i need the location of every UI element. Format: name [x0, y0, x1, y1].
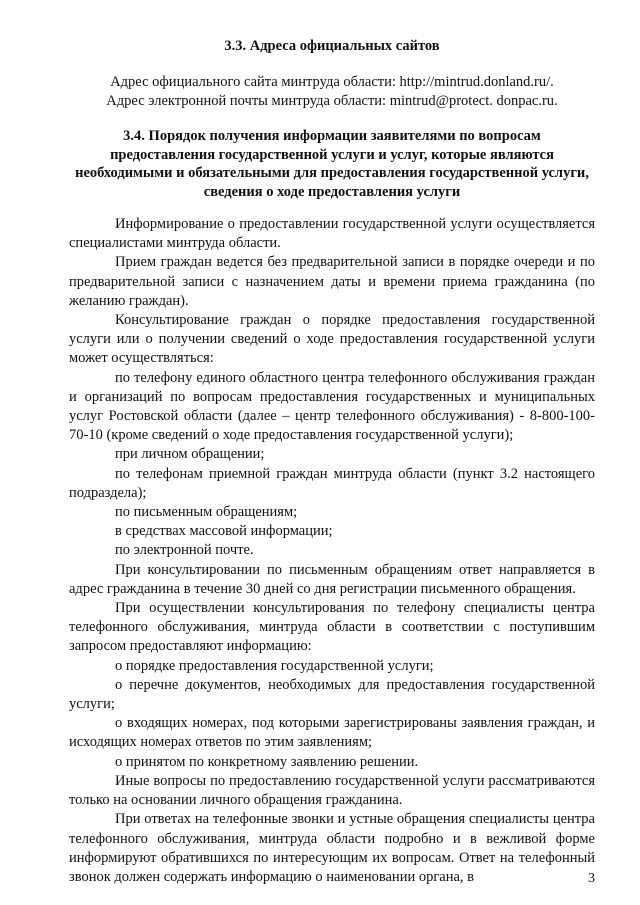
paragraph: При консультировании по письменным обращениям ответ направляется в адрес гражданина в течение 30 дней со дня регистрации письменного обращения. — [69, 561, 595, 597]
paragraph: Информирование о предоставлении государственной услуги осуществляется специалистами минтруда области. — [69, 216, 595, 252]
addresses-block — [69, 73, 595, 111]
section-heading-3-3: 3.3. Адреса официальных сайтов — [224, 38, 440, 54]
paragraph: по письменным обращениям; — [115, 504, 298, 521]
paragraph: Иные вопросы по предоставлению государственной услуги рассматриваются только на основании личного обращения гражданина. — [69, 772, 595, 809]
paragraph: по телефону единого областного центра телефонного обслуживания граждан и организаций по вопросам предоставления государственных и муниципальных услуг Ростовской области (далее – центр телефонного обслуживания) - 8-800-100-70-10 (кроме сведений о ходе предоставления государственной услуги); — [69, 369, 595, 444]
site-address: Адрес официального сайта минтруда области: http://mintrud.donland.ru/. — [110, 74, 554, 90]
paragraph: При ответах на телефонные звонки и устные обращения специалисты центра телефонного обслуживания, минтруда области подробно и в вежливой форме информируют обратившихся по интересующим их вопросам. Ответ на телефонный звонок должен содержать информацию о наименовании органа, в — [69, 811, 595, 885]
paragraph: о порядке предоставления государственной услуги; — [115, 657, 434, 674]
paragraph: о входящих номерах, под которыми зарегистрированы заявления граждан, и исходящих номерах ответов по этим заявлениям; — [69, 715, 595, 751]
page-content — [69, 38, 595, 887]
page-number: 3 — [588, 871, 595, 886]
paragraph: о перечне документов, необходимых для предоставления государственной услуги; — [69, 676, 595, 713]
section-heading-3-4: 3.4. Порядок получения информации заявителями по вопросам предоставления государственной услуги и услуг, которые являются необходимыми и обязательными для предоставления государственной услуги, сведения о ходе предоставления услуги — [75, 128, 589, 200]
paragraph: при личном обращении; — [115, 446, 265, 463]
paragraph: в средствах массовой информации; — [115, 523, 333, 540]
paragraph: о принятом по конкретному заявлению решении. — [115, 753, 419, 770]
paragraph: по электронной почте. — [115, 542, 254, 559]
paragraph: При осуществлении консультирования по телефону специалисты центра телефонного обслуживания, минтруда области в соответствии с поступившим запросом предоставляют информацию: — [69, 600, 595, 655]
paragraph: Прием граждан ведется без предварительной записи в порядке очереди и по предварительной записи с назначением даты и времени приема гражданина (по желанию граждан). — [69, 254, 595, 309]
paragraph: Консультирование граждан о порядке предоставления государственной услуги или о получении сведений о ходе предоставления государственной услуги может осуществляться: — [69, 312, 595, 367]
email-address: Адрес электронной почты минтруда области: mintrud@protect. donpac.ru. — [106, 93, 558, 109]
body-text — [69, 215, 595, 887]
paragraph: по телефонам приемной граждан минтруда области (пункт 3.2 настоящего подраздела); — [69, 465, 595, 501]
